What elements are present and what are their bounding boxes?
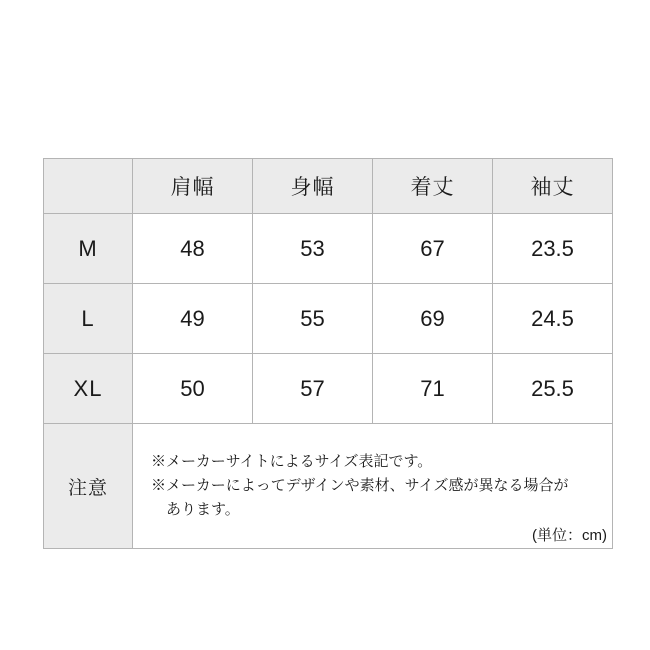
table-row xyxy=(44,354,613,424)
note-line-1: ※メーカーサイトによるサイズ表記です。 xyxy=(151,452,433,470)
cell-xl-sleeve: 25.5 xyxy=(493,354,613,424)
table-header-row xyxy=(44,159,613,214)
column-header-length: 着丈 xyxy=(373,159,493,214)
note-label: 注意 xyxy=(44,424,133,549)
cell-xl-chest: 57 xyxy=(253,354,373,424)
row-size-label-xl: XL xyxy=(44,354,133,424)
table-row xyxy=(44,284,613,354)
unit-note: (単位：cm) xyxy=(532,527,607,544)
cell-l-chest: 55 xyxy=(253,284,373,354)
note-line-3: あります。 xyxy=(166,501,240,519)
cell-m-chest: 53 xyxy=(253,214,373,284)
table-row xyxy=(44,214,613,284)
row-size-label-m: M xyxy=(44,214,133,284)
size-table-container xyxy=(43,158,607,549)
cell-l-length: 69 xyxy=(373,284,493,354)
cell-l-sleeve: 24.5 xyxy=(493,284,613,354)
row-size-label-l: L xyxy=(44,284,133,354)
column-header-shoulder: 肩幅 xyxy=(133,159,253,214)
cell-m-length: 67 xyxy=(373,214,493,284)
size-table xyxy=(43,158,613,549)
table-corner-cell xyxy=(44,159,133,214)
cell-m-sleeve: 23.5 xyxy=(493,214,613,284)
cell-m-shoulder: 48 xyxy=(133,214,253,284)
note-line-2: ※メーカーによってデザインや素材、サイズ感が異なる場合が xyxy=(151,476,569,494)
column-header-sleeve: 袖丈 xyxy=(493,159,613,214)
cell-xl-shoulder: 50 xyxy=(133,354,253,424)
cell-l-shoulder: 49 xyxy=(133,284,253,354)
cell-xl-length: 71 xyxy=(373,354,493,424)
column-header-chest: 身幅 xyxy=(253,159,373,214)
